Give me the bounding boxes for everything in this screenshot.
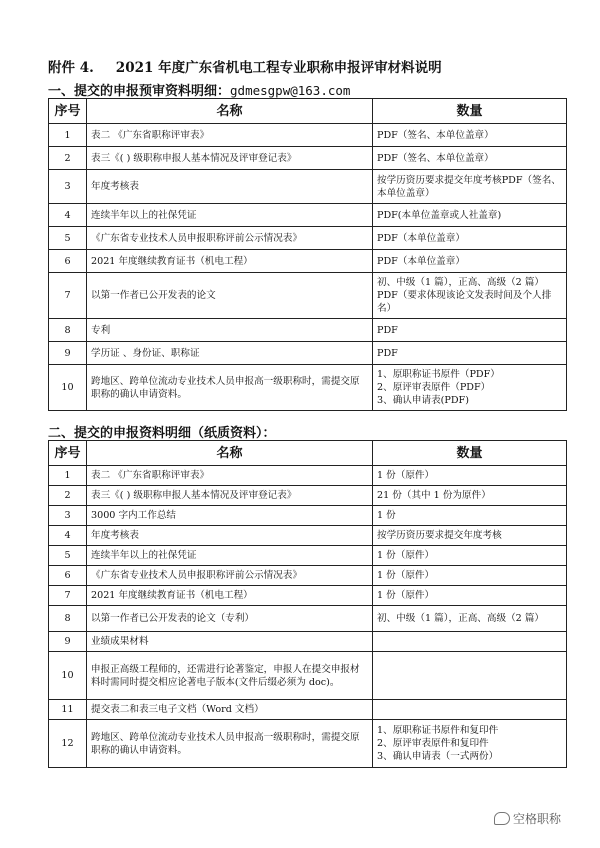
table-row bbox=[49, 566, 567, 586]
table-row bbox=[49, 486, 567, 506]
row-number: 3 bbox=[49, 506, 87, 526]
title-main: 2021 年度广东省机电工程专业职称申报评审材料说明 bbox=[115, 60, 442, 76]
row-quantity: 1 份（原件） bbox=[373, 566, 567, 586]
row-quantity: PDF bbox=[373, 342, 567, 365]
table-header-row bbox=[49, 441, 567, 466]
table-row bbox=[49, 227, 567, 250]
row-quantity: 1 份 bbox=[373, 506, 567, 526]
row-quantity: 初、中级（1 篇），正高、高级（2 篇） bbox=[373, 606, 567, 632]
row-number: 9 bbox=[49, 342, 87, 365]
table-row bbox=[49, 632, 567, 652]
row-number: 8 bbox=[49, 319, 87, 342]
quantity-line: 2、原评审表原件和复印件 bbox=[377, 738, 489, 749]
row-name: 跨地区、跨单位流动专业技术人员申报高一级职称时，需提交原职称的确认申请资料。 bbox=[87, 365, 373, 411]
row-number: 2 bbox=[49, 147, 87, 170]
row-name: 学历证 、身份证、职称证 bbox=[87, 342, 373, 365]
watermark: 空格职称 bbox=[494, 810, 561, 827]
row-quantity: 21 份（其中 1 份为原件） bbox=[373, 486, 567, 506]
table-row bbox=[49, 273, 567, 319]
row-quantity bbox=[373, 632, 567, 652]
table-row bbox=[49, 606, 567, 632]
quantity-line: 3、确认申请表（一式两份） bbox=[377, 751, 499, 762]
row-name: 表二 《广东省职称评审表》 bbox=[87, 124, 373, 147]
row-number: 4 bbox=[49, 526, 87, 546]
section2-heading: 二、提交的申报资料明细（纸质资料）： bbox=[48, 426, 276, 441]
row-number: 10 bbox=[49, 652, 87, 700]
table-row bbox=[49, 124, 567, 147]
header-name: 名称 bbox=[87, 99, 373, 124]
row-quantity: PDF（签名、本单位盖章） bbox=[373, 124, 567, 147]
wechat-icon bbox=[494, 812, 510, 825]
row-number: 7 bbox=[49, 586, 87, 606]
row-number: 12 bbox=[49, 720, 87, 768]
table-row bbox=[49, 250, 567, 273]
header-qty: 数量 bbox=[373, 441, 567, 466]
header-no: 序号 bbox=[49, 99, 87, 124]
row-quantity bbox=[373, 720, 567, 768]
row-name: 表三《( ) 级职称申报人基本情况及评审登记表》 bbox=[87, 486, 373, 506]
table-row bbox=[49, 700, 567, 720]
row-number: 1 bbox=[49, 466, 87, 486]
table-row bbox=[49, 204, 567, 227]
table-row bbox=[49, 652, 567, 700]
table-row bbox=[49, 466, 567, 486]
paper-materials-table bbox=[48, 440, 567, 768]
row-name: 表三《( ) 级职称申报人基本情况及评审登记表》 bbox=[87, 147, 373, 170]
table-row bbox=[49, 319, 567, 342]
table-row bbox=[49, 506, 567, 526]
row-number: 10 bbox=[49, 365, 87, 411]
row-name: 3000 字内工作总结 bbox=[87, 506, 373, 526]
row-name: 年度考核表 bbox=[87, 526, 373, 546]
document-title bbox=[48, 56, 442, 76]
row-name: 专利 bbox=[87, 319, 373, 342]
row-number: 11 bbox=[49, 700, 87, 720]
table-row bbox=[49, 170, 567, 204]
table-row bbox=[49, 342, 567, 365]
quantity-line: 1、原职称证书原件（PDF） bbox=[377, 369, 500, 380]
row-quantity: 1 份（原件） bbox=[373, 586, 567, 606]
quantity-line: 3、确认申请表(PDF) bbox=[377, 395, 469, 406]
row-name: 跨地区、跨单位流动专业技术人员申报高一级职称时，需提交原职称的确认申请资料。 bbox=[87, 720, 373, 768]
row-name: 以第一作者已公开发表的论文 bbox=[87, 273, 373, 319]
row-number: 3 bbox=[49, 170, 87, 204]
row-number: 7 bbox=[49, 273, 87, 319]
row-quantity: PDF（本单位盖章） bbox=[373, 250, 567, 273]
row-number: 8 bbox=[49, 606, 87, 632]
row-name: 连续半年以上的社保凭证 bbox=[87, 546, 373, 566]
row-number: 9 bbox=[49, 632, 87, 652]
row-quantity: PDF（签名、本单位盖章） bbox=[373, 147, 567, 170]
quantity-line: 1、原职称证书原件和复印件 bbox=[377, 725, 499, 736]
pre-review-materials-table bbox=[48, 98, 567, 411]
row-quantity bbox=[373, 700, 567, 720]
row-quantity bbox=[373, 365, 567, 411]
row-number: 5 bbox=[49, 546, 87, 566]
row-number: 5 bbox=[49, 227, 87, 250]
table-row bbox=[49, 546, 567, 566]
row-quantity: PDF bbox=[373, 319, 567, 342]
row-quantity: 按学历资历要求提交年度考核PDF（签名、本单位盖章） bbox=[373, 170, 567, 204]
row-name: 2021 年度继续教育证书（机电工程） bbox=[87, 250, 373, 273]
row-quantity: 初、中级（1 篇），正高、高级（2 篇）PDF（要求体现该论文发表时间及个人排名） bbox=[373, 273, 567, 319]
header-name: 名称 bbox=[87, 441, 373, 466]
row-number: 6 bbox=[49, 250, 87, 273]
quantity-line: 2、原评审表原件（PDF） bbox=[377, 382, 491, 393]
row-quantity: 按学历资历要求提交年度考核 bbox=[373, 526, 567, 546]
row-number: 1 bbox=[49, 124, 87, 147]
header-no: 序号 bbox=[49, 441, 87, 466]
table-row bbox=[49, 147, 567, 170]
table-row bbox=[49, 526, 567, 546]
table-row bbox=[49, 586, 567, 606]
submission-email: gdmesgpw@163.com bbox=[230, 83, 351, 98]
row-quantity bbox=[373, 652, 567, 700]
row-name: 连续半年以上的社保凭证 bbox=[87, 204, 373, 227]
row-name: 业绩成果材料 bbox=[87, 632, 373, 652]
row-number: 6 bbox=[49, 566, 87, 586]
row-quantity: 1 份（原件） bbox=[373, 466, 567, 486]
row-name: 申报正高级工程师的，还需进行论著鉴定，申报人在提交申报材料时需同时提交相应论著电子版本(文件后缀必须为 doc)。 bbox=[87, 652, 373, 700]
section1-heading: 一、提交的申报预审资料明细：gdmesgpw@163.com bbox=[48, 83, 351, 99]
header-qty: 数量 bbox=[373, 99, 567, 124]
row-name: 2021 年度继续教育证书（机电工程） bbox=[87, 586, 373, 606]
row-quantity: PDF（本单位盖章） bbox=[373, 227, 567, 250]
table-row bbox=[49, 365, 567, 411]
row-name: 《广东省专业技术人员申报职称评前公示情况表》 bbox=[87, 566, 373, 586]
row-number: 4 bbox=[49, 204, 87, 227]
row-name: 表二 《广东省职称评审表》 bbox=[87, 466, 373, 486]
row-quantity: PDF(本单位盖章或人社盖章) bbox=[373, 204, 567, 227]
table-header-row bbox=[49, 99, 567, 124]
title-prefix: 附件 4. bbox=[48, 60, 94, 76]
row-name: 提交表二和表三电子文档（Word 文档） bbox=[87, 700, 373, 720]
row-number: 2 bbox=[49, 486, 87, 506]
row-name: 年度考核表 bbox=[87, 170, 373, 204]
row-quantity: 1 份（原件） bbox=[373, 546, 567, 566]
table-row bbox=[49, 720, 567, 768]
row-name: 《广东省专业技术人员申报职称评前公示情况表》 bbox=[87, 227, 373, 250]
row-name: 以第一作者已公开发表的论文（专利） bbox=[87, 606, 373, 632]
